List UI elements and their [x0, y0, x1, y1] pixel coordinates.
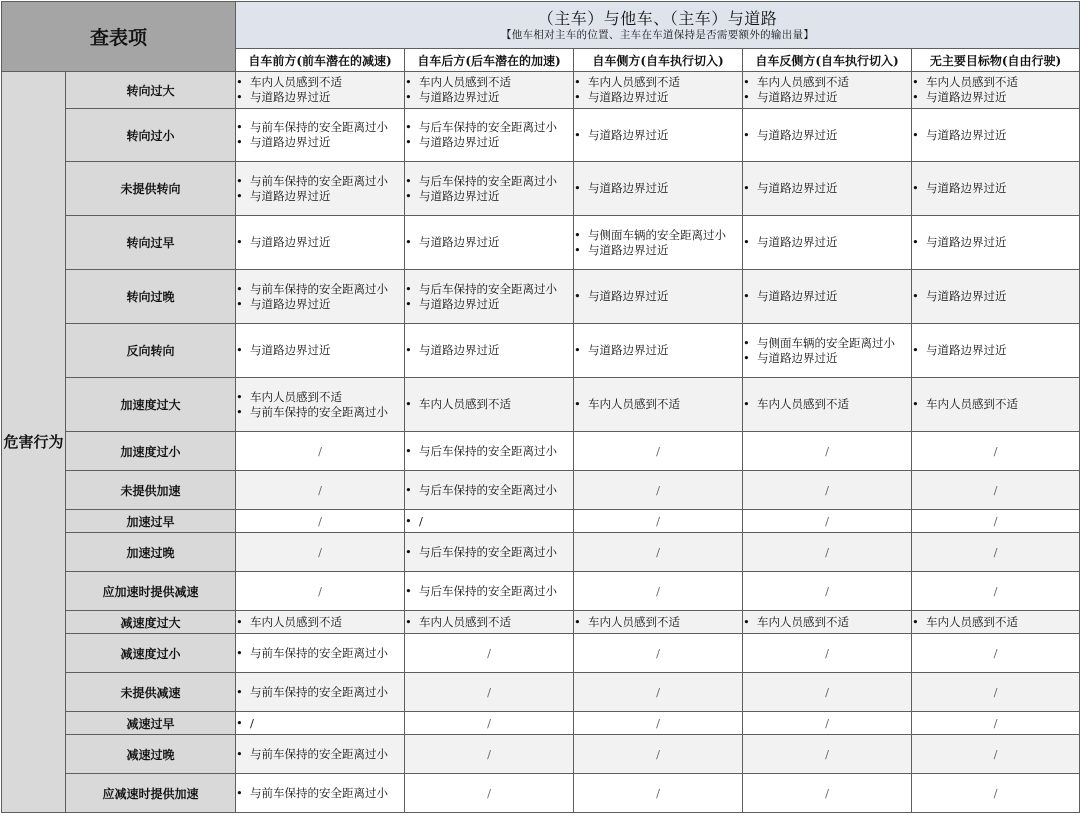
table-cell: [574, 673, 743, 712]
table-row: [2, 72, 1080, 109]
list-item: • 与前车保持的安全距离过小: [236, 405, 404, 420]
row-header: 减速度过小: [66, 634, 236, 673]
bullet-list: [743, 181, 911, 196]
table-cell: [574, 378, 743, 432]
table-row: [2, 432, 1080, 471]
list-item: • 与道路边界过近: [236, 90, 404, 105]
bullet-list: [236, 615, 404, 630]
table-cell: [405, 572, 574, 611]
table-cell: [743, 109, 912, 162]
bullet-list: [236, 282, 404, 312]
bullet-list: [743, 397, 911, 412]
column-header-side: 自车侧方(自车执行切入): [574, 49, 743, 72]
list-item: • 与道路边界过近: [405, 135, 573, 150]
table-cell: [405, 378, 574, 432]
not-applicable-mark: /: [993, 583, 998, 598]
list-item: • 与道路边界过近: [912, 181, 1079, 196]
list-item: • 与道路边界过近: [743, 289, 911, 304]
not-applicable-mark: /: [318, 513, 322, 528]
table-row: [2, 712, 1080, 735]
list-item: • 与道路边界过近: [405, 189, 573, 204]
list-item: • 与道路边界过近: [743, 181, 911, 196]
table-cell: [912, 432, 1080, 471]
table-cell: [405, 162, 574, 216]
list-item: • 与后车保持的安全距离过小: [405, 120, 573, 135]
list-item: • 与道路边界过近: [912, 90, 1079, 105]
list-item: • 车内人员感到不适: [405, 397, 573, 412]
not-applicable-mark: /: [825, 443, 829, 458]
list-item: • 与道路边界过近: [236, 189, 404, 204]
list-item: • 与后车保持的安全距离过小: [405, 545, 573, 560]
table-cell: [912, 735, 1080, 774]
table-cell: [236, 735, 405, 774]
bullet-list: [236, 786, 404, 801]
list-item: • 与道路边界过近: [743, 351, 911, 366]
table-cell: [405, 471, 574, 510]
bullet-list: [236, 716, 404, 731]
table-cell: [236, 109, 405, 162]
table-cell: [574, 109, 743, 162]
list-item: • 与道路边界过近: [574, 181, 742, 196]
list-item: • 与后车保持的安全距离过小: [405, 282, 573, 297]
bullet-list: [236, 120, 404, 150]
not-applicable-mark: /: [825, 513, 829, 528]
not-applicable-mark: /: [656, 513, 660, 528]
column-header-front: 自车前方(前车潜在的减速): [236, 49, 405, 72]
table-cell: [574, 72, 743, 109]
bullet-list: [743, 128, 911, 143]
table-row: [2, 673, 1080, 712]
list-item: • 与侧面车辆的安全距离过小: [743, 336, 911, 351]
list-item: • 与道路边界过近: [236, 235, 404, 250]
table-cell: [743, 378, 912, 432]
table-cell: [405, 735, 574, 774]
bullet-list: [236, 747, 404, 762]
not-applicable-mark: /: [993, 482, 998, 497]
table-cell: [912, 572, 1080, 611]
not-applicable-mark: /: [993, 544, 998, 559]
table-cell: [574, 735, 743, 774]
row-header: 反向转向: [66, 324, 236, 378]
table-cell: [912, 378, 1080, 432]
table-cell: [405, 216, 574, 270]
not-applicable-mark: /: [318, 583, 322, 598]
list-item: • 与道路边界过近: [574, 90, 742, 105]
bullet-list: [236, 235, 404, 250]
row-header: 转向过早: [66, 216, 236, 270]
list-item: • 与道路边界过近: [236, 135, 404, 150]
list-item: • 车内人员感到不适: [574, 75, 742, 90]
table-body: [2, 72, 1080, 813]
table-cell: [743, 735, 912, 774]
table-cell: [405, 533, 574, 572]
table-cell: [405, 324, 574, 378]
table-row: [2, 162, 1080, 216]
bullet-list: [405, 584, 573, 599]
list-item: • 与道路边界过近: [912, 289, 1079, 304]
bullet-list: [912, 289, 1079, 304]
table-cell: [405, 611, 574, 634]
not-applicable-mark: /: [825, 482, 829, 497]
table-row: [2, 471, 1080, 510]
list-item: • 与道路边界过近: [574, 343, 742, 358]
table-cell: [912, 270, 1080, 324]
table-cell: [405, 510, 574, 533]
list-item: • /: [405, 514, 573, 529]
table-cell: [405, 634, 574, 673]
table-cell: [912, 533, 1080, 572]
not-applicable-mark: /: [656, 645, 660, 660]
list-item: • 与道路边界过近: [405, 235, 573, 250]
not-applicable-mark: /: [656, 443, 660, 458]
bullet-list: [405, 75, 573, 105]
table-cell: [236, 471, 405, 510]
list-item: • 车内人员感到不适: [912, 75, 1079, 90]
table-cell: [405, 712, 574, 735]
table-cell: [405, 109, 574, 162]
table-cell: [236, 611, 405, 634]
not-applicable-mark: /: [825, 715, 829, 730]
bullet-list: [743, 615, 911, 630]
table-cell: [743, 471, 912, 510]
bullet-list: [236, 685, 404, 700]
table-cell: [912, 324, 1080, 378]
table-cell: [743, 611, 912, 634]
not-applicable-mark: /: [656, 785, 660, 800]
table-title: （主车）与他车、（主车）与道路: [537, 8, 778, 28]
bullet-list: [912, 235, 1079, 250]
column-header-opposite-side: 自车反侧方(自车执行切入): [743, 49, 912, 72]
row-header: 转向过大: [66, 72, 236, 109]
list-item: • 与道路边界过近: [405, 90, 573, 105]
not-applicable-mark: /: [318, 544, 322, 559]
table-cell: [743, 72, 912, 109]
row-group-label: 危害行为: [2, 72, 66, 813]
list-item: • 与后车保持的安全距离过小: [405, 174, 573, 189]
bullet-list: [405, 483, 573, 498]
list-item: • 车内人员感到不适: [743, 75, 911, 90]
table-cell: [743, 216, 912, 270]
table-title-cell: [236, 2, 1080, 49]
table-cell: [912, 611, 1080, 634]
not-applicable-mark: /: [993, 443, 998, 458]
row-header: 加速度过小: [66, 432, 236, 471]
not-applicable-mark: /: [993, 513, 998, 528]
table-cell: [236, 572, 405, 611]
table-cell: [405, 270, 574, 324]
list-item: • 与道路边界过近: [743, 128, 911, 143]
not-applicable-mark: /: [825, 684, 829, 699]
table-cell: [574, 216, 743, 270]
table-cell: [912, 216, 1080, 270]
table-cell: [743, 270, 912, 324]
bullet-list: [405, 343, 573, 358]
not-applicable-mark: /: [993, 684, 998, 699]
table-cell: [912, 109, 1080, 162]
table-cell: [574, 533, 743, 572]
list-item: • 与道路边界过近: [574, 289, 742, 304]
bullet-list: [405, 235, 573, 250]
table-cell: [236, 712, 405, 735]
table-cell: [743, 432, 912, 471]
table-row: [2, 324, 1080, 378]
row-header: 未提供转向: [66, 162, 236, 216]
list-item: • 与道路边界过近: [236, 297, 404, 312]
list-item: • 与后车保持的安全距离过小: [405, 483, 573, 498]
bullet-list: [405, 545, 573, 560]
bullet-list: [912, 615, 1079, 630]
not-applicable-mark: /: [318, 443, 322, 458]
list-item: • 与前车保持的安全距离过小: [236, 685, 404, 700]
bullet-list: [405, 282, 573, 312]
bullet-list: [912, 343, 1079, 358]
row-header: 转向过晚: [66, 270, 236, 324]
table-cell: [574, 432, 743, 471]
table-cell: [236, 378, 405, 432]
list-item: • 与道路边界过近: [405, 343, 573, 358]
table-cell: [743, 712, 912, 735]
list-item: • 车内人员感到不适: [236, 615, 404, 630]
table-cell: [236, 162, 405, 216]
row-header: 未提供加速: [66, 471, 236, 510]
bullet-list: [236, 174, 404, 204]
table-cell: [912, 471, 1080, 510]
table-cell: [574, 572, 743, 611]
bullet-list: [236, 75, 404, 105]
list-item: • 与前车保持的安全距离过小: [236, 747, 404, 762]
list-item: • 与道路边界过近: [912, 128, 1079, 143]
table-cell: [574, 712, 743, 735]
bullet-list: [574, 343, 742, 358]
table-cell: [743, 673, 912, 712]
table-cell: [574, 510, 743, 533]
table-cell: [574, 611, 743, 634]
not-applicable-mark: /: [656, 684, 660, 699]
list-item: • /: [236, 716, 404, 731]
row-header: 未提供减速: [66, 673, 236, 712]
table-row: [2, 533, 1080, 572]
not-applicable-mark: /: [825, 785, 829, 800]
not-applicable-mark: /: [487, 645, 491, 660]
row-header: 减速过晚: [66, 735, 236, 774]
table-cell: [743, 510, 912, 533]
table-subtitle: 【他车相对主车的位置、主车在车道保持是否需要额外的输出量】: [500, 28, 815, 41]
bullet-list: [574, 289, 742, 304]
table-cell: [574, 324, 743, 378]
table-cell: [912, 673, 1080, 712]
bullet-list: [405, 514, 573, 529]
table-cell: [236, 432, 405, 471]
table-row: [2, 634, 1080, 673]
table-cell: [574, 634, 743, 673]
table-cell: [405, 673, 574, 712]
row-header: 转向过小: [66, 109, 236, 162]
table-row: [2, 572, 1080, 611]
bullet-list: [574, 397, 742, 412]
list-item: • 与道路边界过近: [574, 243, 742, 258]
list-item: • 车内人员感到不适: [743, 397, 911, 412]
bullet-list: [743, 289, 911, 304]
not-applicable-mark: /: [825, 645, 829, 660]
table-cell: [912, 634, 1080, 673]
table-cell: [236, 634, 405, 673]
table-row: [2, 611, 1080, 634]
not-applicable-mark: /: [993, 715, 998, 730]
table-cell: [743, 634, 912, 673]
list-item: • 与后车保持的安全距离过小: [405, 444, 573, 459]
hazard-lookup-table: [1, 1, 1080, 813]
not-applicable-mark: /: [993, 645, 998, 660]
table-row: [2, 270, 1080, 324]
table-cell: [236, 510, 405, 533]
bullet-list: [743, 235, 911, 250]
bullet-list: [912, 397, 1079, 412]
list-item: • 与前车保持的安全距离过小: [236, 646, 404, 661]
bullet-list: [236, 390, 404, 420]
not-applicable-mark: /: [487, 715, 491, 730]
not-applicable-mark: /: [993, 746, 998, 761]
table-cell: [574, 774, 743, 813]
column-header-rear: 自车后方(后车潜在的加速): [405, 49, 574, 72]
table-cell: [574, 270, 743, 324]
bullet-list: [405, 397, 573, 412]
table-cell: [236, 673, 405, 712]
list-item: • 与道路边界过近: [236, 343, 404, 358]
list-item: • 与前车保持的安全距离过小: [236, 174, 404, 189]
list-item: • 车内人员感到不适: [405, 615, 573, 630]
table-cell: [912, 162, 1080, 216]
bullet-list: [405, 174, 573, 204]
list-item: • 与道路边界过近: [743, 90, 911, 105]
table-cell: [912, 510, 1080, 533]
row-header: 减速过早: [66, 712, 236, 735]
not-applicable-mark: /: [656, 544, 660, 559]
corner-header: 查表项: [2, 2, 236, 72]
not-applicable-mark: /: [487, 785, 491, 800]
bullet-list: [912, 128, 1079, 143]
bullet-list: [743, 336, 911, 366]
not-applicable-mark: /: [656, 482, 660, 497]
table-cell: [236, 324, 405, 378]
list-item: • 与道路边界过近: [405, 297, 573, 312]
row-header: 减速度过大: [66, 611, 236, 634]
bullet-list: [574, 228, 742, 258]
list-item: • 与侧面车辆的安全距离过小: [574, 228, 742, 243]
list-item: • 与道路边界过近: [574, 128, 742, 143]
table-cell: [236, 774, 405, 813]
not-applicable-mark: /: [825, 544, 829, 559]
table-row: [2, 378, 1080, 432]
table-cell: [405, 72, 574, 109]
row-header: 加速度过大: [66, 378, 236, 432]
table-cell: [912, 774, 1080, 813]
not-applicable-mark: /: [318, 482, 322, 497]
table-cell: [743, 162, 912, 216]
not-applicable-mark: /: [993, 785, 998, 800]
table-row: [2, 510, 1080, 533]
table-row: [2, 735, 1080, 774]
bullet-list: [574, 181, 742, 196]
not-applicable-mark: /: [656, 746, 660, 761]
list-item: • 与道路边界过近: [912, 343, 1079, 358]
list-item: • 与前车保持的安全距离过小: [236, 282, 404, 297]
not-applicable-mark: /: [487, 684, 491, 699]
table-cell: [405, 432, 574, 471]
not-applicable-mark: /: [825, 746, 829, 761]
table-cell: [574, 471, 743, 510]
table-cell: [743, 533, 912, 572]
bullet-list: [405, 444, 573, 459]
bullet-list: [236, 343, 404, 358]
list-item: • 与道路边界过近: [743, 235, 911, 250]
list-item: • 车内人员感到不适: [405, 75, 573, 90]
table-cell: [574, 162, 743, 216]
bullet-list: [405, 120, 573, 150]
bullet-list: [743, 75, 911, 105]
table-cell: [912, 712, 1080, 735]
list-item: • 与前车保持的安全距离过小: [236, 120, 404, 135]
list-item: • 车内人员感到不适: [236, 75, 404, 90]
row-header: 应加速时提供减速: [66, 572, 236, 611]
bullet-list: [574, 615, 742, 630]
list-item: • 车内人员感到不适: [912, 615, 1079, 630]
not-applicable-mark: /: [656, 583, 660, 598]
row-header: 加速过晚: [66, 533, 236, 572]
list-item: • 车内人员感到不适: [236, 390, 404, 405]
list-item: • 车内人员感到不适: [743, 615, 911, 630]
bullet-list: [574, 128, 742, 143]
table-cell: [236, 72, 405, 109]
list-item: • 车内人员感到不适: [912, 397, 1079, 412]
list-item: • 与前车保持的安全距离过小: [236, 786, 404, 801]
bullet-list: [912, 181, 1079, 196]
bullet-list: [912, 75, 1079, 105]
table-cell: [743, 324, 912, 378]
not-applicable-mark: /: [656, 715, 660, 730]
list-item: • 车内人员感到不适: [574, 615, 742, 630]
not-applicable-mark: /: [487, 746, 491, 761]
bullet-list: [574, 75, 742, 105]
list-item: • 与后车保持的安全距离过小: [405, 584, 573, 599]
table-cell: [743, 774, 912, 813]
table-cell: [405, 774, 574, 813]
bullet-list: [405, 615, 573, 630]
table-cell: [743, 572, 912, 611]
table-row: [2, 216, 1080, 270]
table-row: [2, 774, 1080, 813]
table-cell: [236, 216, 405, 270]
table-cell: [236, 533, 405, 572]
list-item: • 车内人员感到不适: [574, 397, 742, 412]
row-header: 应减速时提供加速: [66, 774, 236, 813]
row-header: 加速过早: [66, 510, 236, 533]
not-applicable-mark: /: [825, 583, 829, 598]
table-row: [2, 109, 1080, 162]
table-cell: [912, 72, 1080, 109]
table-cell: [236, 270, 405, 324]
column-header-no-target: 无主要目标物(自由行驶): [912, 49, 1080, 72]
bullet-list: [236, 646, 404, 661]
list-item: • 与道路边界过近: [912, 235, 1079, 250]
